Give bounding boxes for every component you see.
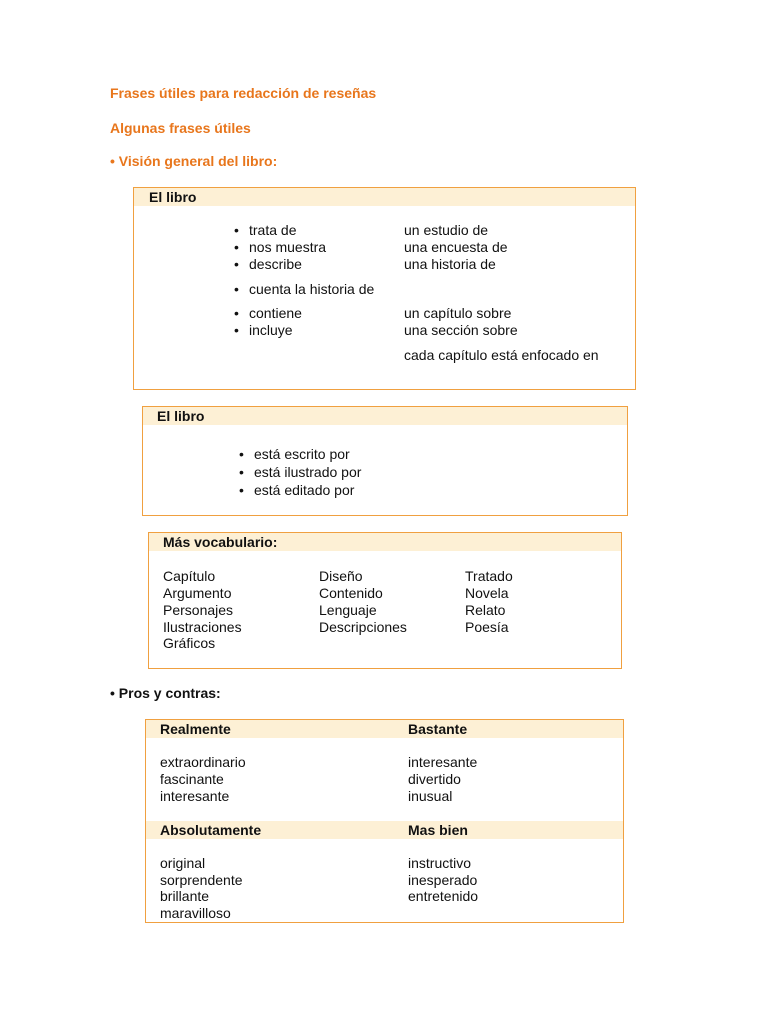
- adjective: entretenido: [408, 888, 479, 904]
- adjective: inusual: [408, 788, 453, 804]
- list-item: • está ilustrado por: [254, 464, 361, 481]
- adjective: maravilloso: [160, 905, 231, 921]
- adjective: inesperado: [408, 872, 478, 888]
- vocab-word: Personajes: [163, 602, 234, 618]
- vocab-word: Descripciones: [319, 619, 407, 635]
- phrase: un capítulo sobre: [404, 305, 512, 321]
- list-item: • incluye: [249, 322, 293, 339]
- subtitle: Algunas frases útiles: [110, 120, 251, 136]
- phrase: una historia de: [404, 256, 496, 272]
- box-el-libro-1: [133, 187, 636, 390]
- vocab-word: Tratado: [465, 568, 513, 584]
- section-overview-heading: • Visión general del libro:: [110, 153, 278, 169]
- box-pros-contras: [145, 719, 624, 923]
- column-header: Mas bien: [408, 822, 468, 838]
- vocab-word: Capítulo: [163, 568, 216, 584]
- adjective: sorprendente: [160, 872, 243, 888]
- vocab-word: Diseño: [319, 568, 363, 584]
- vocab-word: Novela: [465, 585, 509, 601]
- vocab-word: Poesía: [465, 619, 509, 635]
- adjective: extraordinario: [160, 754, 246, 770]
- vocab-word: Argumento: [163, 585, 232, 601]
- vocab-word: Gráficos: [163, 635, 216, 651]
- adjective: fascinante: [160, 771, 224, 787]
- box-title: Más vocabulario:: [163, 534, 278, 550]
- list-item: • cuenta la historia de: [249, 281, 374, 298]
- vocab-word: Relato: [465, 602, 506, 618]
- page-title: Frases útiles para redacción de reseñas: [110, 85, 377, 101]
- box-el-libro-2: [142, 406, 628, 516]
- list-item: • nos muestra: [249, 239, 326, 256]
- list-item: • está escrito por: [254, 446, 350, 463]
- box-title: El libro: [149, 189, 197, 205]
- adjective: interesante: [408, 754, 478, 770]
- vocab-word: Contenido: [319, 585, 383, 601]
- box-header: [134, 188, 635, 206]
- list-item: • contiene: [249, 305, 302, 322]
- adjective: brillante: [160, 888, 210, 904]
- vocab-word: Lenguaje: [319, 602, 377, 618]
- adjective: divertido: [408, 771, 461, 787]
- phrase: una encuesta de: [404, 239, 508, 255]
- column-header: Realmente: [160, 721, 231, 737]
- adjective: instructivo: [408, 855, 472, 871]
- phrase: cada capítulo está enfocado en: [404, 347, 599, 363]
- box-header: [143, 407, 627, 425]
- column-header: Bastante: [408, 721, 468, 737]
- list-item: • describe: [249, 256, 302, 273]
- section-pros-contras-heading: • Pros y contras:: [110, 685, 221, 701]
- list-item: • trata de: [249, 222, 296, 239]
- adjective: interesante: [160, 788, 230, 804]
- phrase: una sección sobre: [404, 322, 518, 338]
- phrase: un estudio de: [404, 222, 489, 238]
- box-title: El libro: [157, 408, 205, 424]
- column-header: Absolutamente: [160, 822, 262, 838]
- vocab-word: Ilustraciones: [163, 619, 242, 635]
- list-item: • está editado por: [254, 482, 354, 499]
- box-vocabulario: [148, 532, 622, 669]
- adjective: original: [160, 855, 206, 871]
